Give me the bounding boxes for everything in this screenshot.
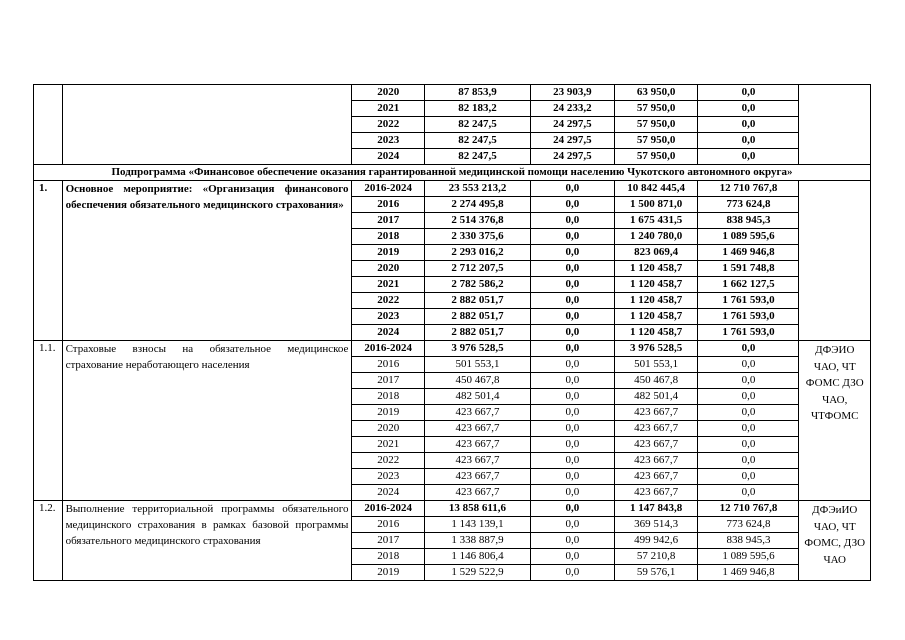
year-cell: 2018 — [352, 389, 424, 405]
total-cell: 82 247,5 — [424, 133, 530, 149]
regional-cell: 450 467,8 — [614, 373, 698, 389]
regional-cell: 1 120 458,7 — [614, 325, 698, 341]
other-cell: 0,0 — [698, 85, 799, 101]
total-cell: 2 330 375,6 — [424, 229, 530, 245]
total-cell: 2 882 051,7 — [424, 325, 530, 341]
total-cell: 450 467,8 — [424, 373, 530, 389]
federal-cell: 0,0 — [531, 181, 615, 197]
other-cell: 0,0 — [698, 133, 799, 149]
year-cell: 2019 — [352, 405, 424, 421]
other-cell: 0,0 — [698, 405, 799, 421]
total-cell: 2 782 586,2 — [424, 277, 530, 293]
item-title: Страховые взносы на обязательное медицинское страхование неработающего населения — [62, 341, 352, 501]
total-cell: 2 882 051,7 — [424, 309, 530, 325]
year-cell: 2019 — [352, 245, 424, 261]
other-cell: 0,0 — [698, 485, 799, 501]
responsible-cell — [799, 181, 871, 341]
other-cell: 0,0 — [698, 357, 799, 373]
year-cell: 2023 — [352, 133, 424, 149]
regional-cell: 59 576,1 — [614, 565, 698, 581]
total-cell: 3 976 528,5 — [424, 341, 530, 357]
federal-cell: 0,0 — [531, 389, 615, 405]
federal-cell: 0,0 — [531, 229, 615, 245]
year-cell: 2018 — [352, 549, 424, 565]
year-cell: 2020 — [352, 261, 424, 277]
other-cell: 838 945,3 — [698, 213, 799, 229]
federal-cell: 0,0 — [531, 261, 615, 277]
federal-cell: 0,0 — [531, 373, 615, 389]
regional-cell: 823 069,4 — [614, 245, 698, 261]
federal-cell: 0,0 — [531, 325, 615, 341]
table-row — [34, 181, 871, 197]
federal-cell: 0,0 — [531, 437, 615, 453]
total-cell: 2 882 051,7 — [424, 293, 530, 309]
year-cell: 2017 — [352, 533, 424, 549]
other-cell: 1 662 127,5 — [698, 277, 799, 293]
federal-cell: 0,0 — [531, 533, 615, 549]
federal-cell: 0,0 — [531, 485, 615, 501]
regional-cell: 482 501,4 — [614, 389, 698, 405]
item-number: 1.2. — [34, 501, 63, 581]
year-cell: 2016-2024 — [352, 341, 424, 357]
other-cell: 1 761 593,0 — [698, 309, 799, 325]
federal-cell: 0,0 — [531, 293, 615, 309]
year-cell: 2021 — [352, 277, 424, 293]
item-number: 1.1. — [34, 341, 63, 501]
year-cell: 2019 — [352, 565, 424, 581]
year-cell: 2021 — [352, 437, 424, 453]
total-cell: 423 667,7 — [424, 453, 530, 469]
federal-cell: 0,0 — [531, 453, 615, 469]
federal-cell: 0,0 — [531, 501, 615, 517]
total-cell: 1 143 139,1 — [424, 517, 530, 533]
year-cell: 2017 — [352, 373, 424, 389]
total-cell: 1 529 522,9 — [424, 565, 530, 581]
item-title: Выполнение территориальной программы обязательного медицинского страхования в рамках базовой программы обязательного медицинского страхования — [62, 501, 352, 581]
regional-cell: 63 950,0 — [614, 85, 698, 101]
regional-cell: 57 950,0 — [614, 133, 698, 149]
responsible-cell: ДФЭИО ЧАО, ЧТ ФОМС ДЗО ЧАО, ЧТФОМС — [799, 341, 871, 501]
other-cell: 1 469 946,8 — [698, 245, 799, 261]
total-cell: 23 553 213,2 — [424, 181, 530, 197]
federal-cell: 0,0 — [531, 405, 615, 421]
regional-cell: 57 950,0 — [614, 101, 698, 117]
year-cell: 2020 — [352, 85, 424, 101]
subprogram-title: Подпрограмма «Финансовое обеспечение оказания гарантированной медицинской помощи населению Чукотского автономного округа» — [34, 165, 871, 181]
regional-cell: 3 976 528,5 — [614, 341, 698, 357]
federal-cell: 0,0 — [531, 245, 615, 261]
total-cell: 423 667,7 — [424, 421, 530, 437]
total-cell: 2 712 207,5 — [424, 261, 530, 277]
year-cell: 2016-2024 — [352, 181, 424, 197]
total-cell: 13 858 611,6 — [424, 501, 530, 517]
regional-cell: 1 675 431,5 — [614, 213, 698, 229]
total-cell: 2 274 495,8 — [424, 197, 530, 213]
federal-cell: 0,0 — [531, 357, 615, 373]
other-cell: 0,0 — [698, 469, 799, 485]
regional-cell: 57 210,8 — [614, 549, 698, 565]
other-cell: 0,0 — [698, 101, 799, 117]
year-cell: 2016 — [352, 357, 424, 373]
subprogram-row — [34, 165, 871, 181]
regional-cell: 423 667,7 — [614, 485, 698, 501]
regional-cell: 1 120 458,7 — [614, 293, 698, 309]
federal-cell: 0,0 — [531, 213, 615, 229]
year-cell: 2016 — [352, 517, 424, 533]
regional-cell: 501 553,1 — [614, 357, 698, 373]
other-cell: 0,0 — [698, 389, 799, 405]
regional-cell: 1 120 458,7 — [614, 309, 698, 325]
other-cell: 1 761 593,0 — [698, 293, 799, 309]
federal-cell: 24 297,5 — [531, 133, 615, 149]
federal-cell: 24 297,5 — [531, 117, 615, 133]
budget-table-page — [33, 84, 871, 581]
other-cell: 773 624,8 — [698, 517, 799, 533]
total-cell: 2 514 376,8 — [424, 213, 530, 229]
other-cell: 1 469 946,8 — [698, 565, 799, 581]
federal-cell: 24 297,5 — [531, 149, 615, 165]
federal-cell: 0,0 — [531, 565, 615, 581]
total-cell: 482 501,4 — [424, 389, 530, 405]
table-row — [34, 85, 871, 101]
year-cell: 2018 — [352, 229, 424, 245]
regional-cell: 57 950,0 — [614, 149, 698, 165]
item-number: 1. — [34, 181, 63, 341]
total-cell: 1 338 887,9 — [424, 533, 530, 549]
responsible-cell: ДФЭиИО ЧАО, ЧТ ФОМС, ДЗО ЧАО — [799, 501, 871, 581]
regional-cell: 1 147 843,8 — [614, 501, 698, 517]
year-cell: 2016 — [352, 197, 424, 213]
federal-cell: 0,0 — [531, 421, 615, 437]
item-number — [34, 85, 63, 165]
federal-cell: 23 903,9 — [531, 85, 615, 101]
total-cell: 423 667,7 — [424, 405, 530, 421]
regional-cell: 423 667,7 — [614, 453, 698, 469]
federal-cell: 0,0 — [531, 309, 615, 325]
other-cell: 12 710 767,8 — [698, 501, 799, 517]
total-cell: 2 293 016,2 — [424, 245, 530, 261]
federal-cell: 24 233,2 — [531, 101, 615, 117]
federal-cell: 0,0 — [531, 197, 615, 213]
year-cell: 2020 — [352, 421, 424, 437]
item-title: Основное мероприятие: «Организация финансового обеспечения обязательного медицинского страхования» — [62, 181, 352, 341]
year-cell: 2023 — [352, 469, 424, 485]
regional-cell: 1 500 871,0 — [614, 197, 698, 213]
regional-cell: 10 842 445,4 — [614, 181, 698, 197]
other-cell: 773 624,8 — [698, 197, 799, 213]
year-cell: 2024 — [352, 149, 424, 165]
other-cell: 1 761 593,0 — [698, 325, 799, 341]
year-cell: 2016-2024 — [352, 501, 424, 517]
other-cell: 0,0 — [698, 453, 799, 469]
other-cell: 1 089 595,6 — [698, 229, 799, 245]
total-cell: 423 667,7 — [424, 469, 530, 485]
regional-cell: 1 240 780,0 — [614, 229, 698, 245]
total-cell: 82 183,2 — [424, 101, 530, 117]
year-cell: 2022 — [352, 293, 424, 309]
regional-cell: 423 667,7 — [614, 469, 698, 485]
total-cell: 87 853,9 — [424, 85, 530, 101]
regional-cell: 57 950,0 — [614, 117, 698, 133]
total-cell: 82 247,5 — [424, 117, 530, 133]
table-row — [34, 341, 871, 357]
regional-cell: 1 120 458,7 — [614, 277, 698, 293]
other-cell: 1 591 748,8 — [698, 261, 799, 277]
total-cell: 423 667,7 — [424, 485, 530, 501]
other-cell: 0,0 — [698, 421, 799, 437]
regional-cell: 423 667,7 — [614, 437, 698, 453]
other-cell: 0,0 — [698, 341, 799, 357]
regional-cell: 369 514,3 — [614, 517, 698, 533]
other-cell: 12 710 767,8 — [698, 181, 799, 197]
total-cell: 423 667,7 — [424, 437, 530, 453]
total-cell: 82 247,5 — [424, 149, 530, 165]
table-row — [34, 501, 871, 517]
year-cell: 2023 — [352, 309, 424, 325]
responsible-cell — [799, 85, 871, 165]
federal-cell: 0,0 — [531, 549, 615, 565]
federal-cell: 0,0 — [531, 469, 615, 485]
year-cell: 2024 — [352, 485, 424, 501]
total-cell: 501 553,1 — [424, 357, 530, 373]
federal-cell: 0,0 — [531, 341, 615, 357]
budget-table — [33, 84, 871, 581]
total-cell: 1 146 806,4 — [424, 549, 530, 565]
item-title — [62, 85, 352, 165]
regional-cell: 1 120 458,7 — [614, 261, 698, 277]
year-cell: 2017 — [352, 213, 424, 229]
other-cell: 838 945,3 — [698, 533, 799, 549]
other-cell: 0,0 — [698, 149, 799, 165]
year-cell: 2021 — [352, 101, 424, 117]
other-cell: 0,0 — [698, 373, 799, 389]
regional-cell: 499 942,6 — [614, 533, 698, 549]
year-cell: 2024 — [352, 325, 424, 341]
federal-cell: 0,0 — [531, 277, 615, 293]
other-cell: 0,0 — [698, 117, 799, 133]
year-cell: 2022 — [352, 453, 424, 469]
regional-cell: 423 667,7 — [614, 405, 698, 421]
regional-cell: 423 667,7 — [614, 421, 698, 437]
year-cell: 2022 — [352, 117, 424, 133]
federal-cell: 0,0 — [531, 517, 615, 533]
other-cell: 0,0 — [698, 437, 799, 453]
other-cell: 1 089 595,6 — [698, 549, 799, 565]
